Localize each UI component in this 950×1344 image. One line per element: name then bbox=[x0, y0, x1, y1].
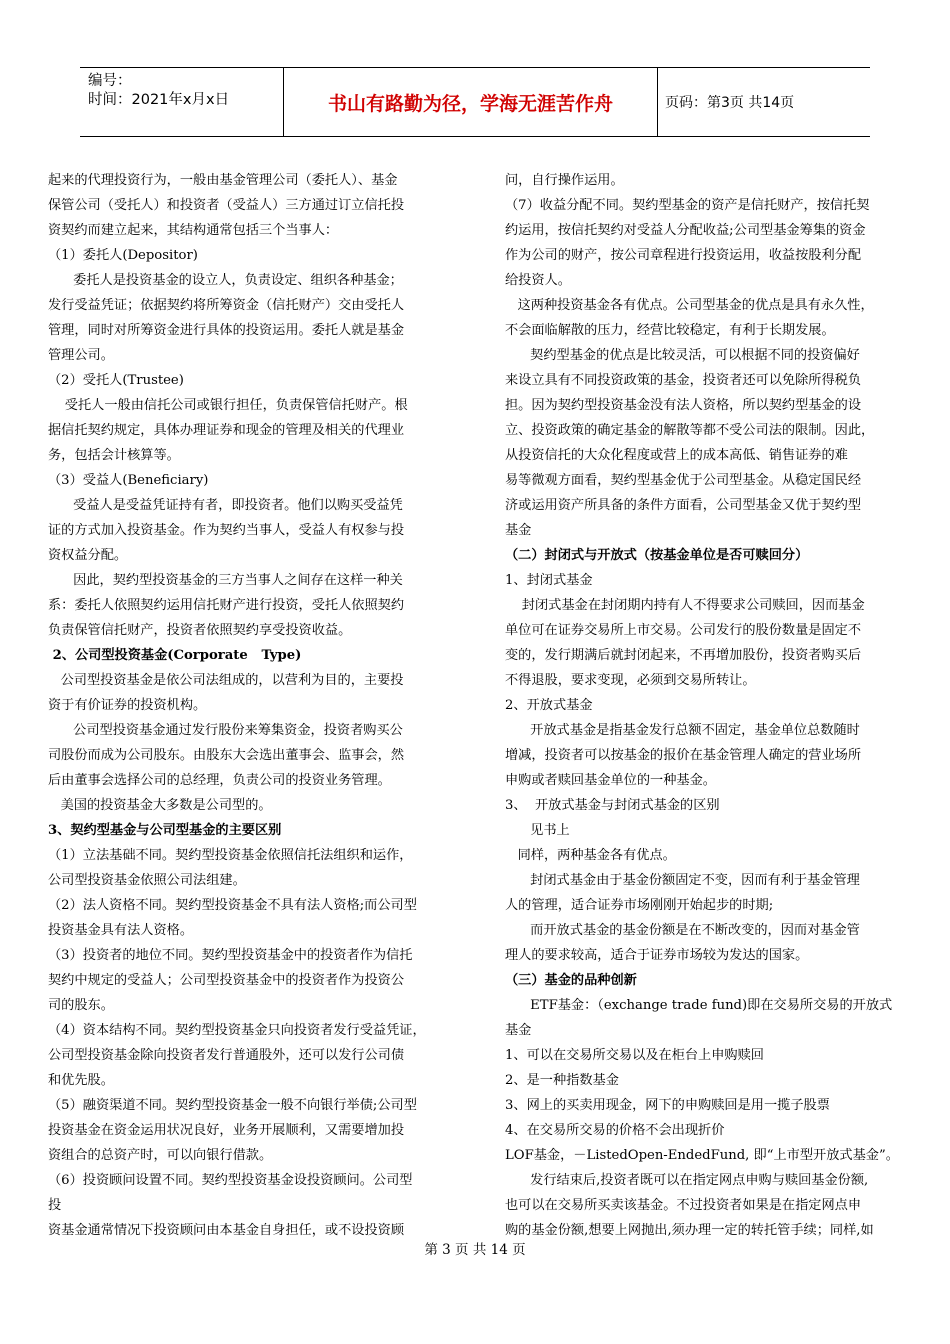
text-line: （1）立法基础不同。契约型投资基金依照信托法组织和运作， bbox=[48, 848, 413, 863]
text-line: 济或运用资产所具备的条件方面看，公司型基金又优于契约型 bbox=[505, 498, 862, 513]
text-line: 担。因为契约型投资基金没有法人资格，所以契约型基金的设 bbox=[505, 398, 862, 413]
text-line: 资组合的总资产时，可以向银行借款。 bbox=[48, 1148, 273, 1163]
text-line: 理人的要求较高，适合于证券市场较为发达的国家。 bbox=[505, 948, 809, 963]
text-line: 不得退股，要求变现，必须到交易所转让。 bbox=[505, 673, 756, 688]
text-line: （2）法人资格不同。契约型投资基金不具有法人资格;而公司型 bbox=[48, 898, 417, 913]
text-line: 单位可在证券交易所上市交易。公司发行的股份数量是固定不 bbox=[505, 623, 862, 638]
text-line: 据信托契约规定，具体办理证券和现金的管理及相关的代理业 bbox=[48, 423, 405, 438]
text-line: 公司型投资基金是依公司法组成的，以营利为目的，主要投 bbox=[48, 673, 404, 688]
text-line: 美国的投资基金大多数是公司型的。 bbox=[48, 798, 272, 813]
text-line: 发行结束后,投资者既可以在指定网点申购与赎回基金份额, bbox=[505, 1173, 869, 1188]
text-line: （3）投资者的地位不同。契约型投资基金中的投资者作为信托 bbox=[48, 948, 413, 963]
text-line: 基金 bbox=[505, 1023, 532, 1038]
text-line: 2、开放式基金 bbox=[505, 698, 593, 713]
text-line: 作为公司的财产，按公司章程进行投资运用，收益按股利分配 bbox=[505, 248, 862, 263]
text-line: 管理公司。 bbox=[48, 348, 114, 363]
text-line: （3）受益人(Beneficiary) bbox=[48, 473, 209, 488]
text-line: 和优先股。 bbox=[48, 1073, 114, 1088]
text-line: （4）资本结构不同。契约型投资基金只向投资者发行受益凭证， bbox=[48, 1023, 426, 1038]
text-line: 不会面临解散的压力，经营比较稳定，有利于长期发展。 bbox=[505, 323, 835, 338]
text-line: （2）受托人(Trustee) bbox=[48, 373, 184, 388]
text-line: 资基金通常情况下投资顾问由本基金自身担任，或不设投资顾 bbox=[48, 1223, 405, 1238]
header-motto: 书山有路勤为径，学海无涯苦作舟 bbox=[283, 68, 658, 136]
text-line: LOF基金，－ListedOpen-EndedFund, 即“上市型开放式基金”。 bbox=[505, 1148, 899, 1163]
text-line: 3、 开放式基金与封闭式基金的区别 bbox=[505, 798, 720, 813]
text-line: （1）委托人(Depositor) bbox=[48, 248, 198, 263]
page-header bbox=[80, 67, 870, 137]
text-line: 司的股东。 bbox=[48, 998, 114, 1013]
text-line: 这两种投资基金各有优点。公司型基金的优点是具有永久性， bbox=[505, 298, 874, 313]
text-line: 从投资信托的大众化程度或营上的成本高低、销售证券的难 bbox=[505, 448, 848, 463]
text-line: 资契约而建立起来，其结构通常包括三个当事人： bbox=[48, 223, 339, 238]
text-line: 1、可以在交易所交易以及在柜台上申购赎回 bbox=[505, 1048, 764, 1063]
text-line: 资于有价证券的投资机构。 bbox=[48, 698, 207, 713]
text-line: 约运用，按信托契约对受益人分配收益;公司型基金筹集的资金 bbox=[505, 223, 866, 238]
text-line: 人的管理，适合证券市场刚刚开始起步的时期; bbox=[505, 898, 774, 913]
text-line: 发行受益凭证；依据契约将所筹资金（信托财产）交由受托人 bbox=[48, 298, 405, 313]
text-line: 公司型投资基金除向投资者发行普通股外，还可以发行公司债 bbox=[48, 1048, 405, 1063]
text-line: （二）封闭式与开放式（按基金单位是否可赎回分） bbox=[505, 548, 809, 563]
text-line: 投资基金具有法人资格。 bbox=[48, 923, 194, 938]
text-line: 1、封闭式基金 bbox=[505, 573, 593, 588]
text-line: ETF基金：（exchange trade fund)即在交易所交易的开放式 bbox=[505, 998, 893, 1013]
doc-number-label: 编号： bbox=[88, 73, 132, 89]
text-line: 资权益分配。 bbox=[48, 548, 128, 563]
text-line: 负责保管信托财产，投资者依照契约享受投资收益。 bbox=[48, 623, 352, 638]
text-line: 保管公司（受托人）和投资者（受益人）三方通过订立信托投 bbox=[48, 198, 405, 213]
text-line: 投资基金在资金运用状况良好，业务开展顺利，又需要增加投 bbox=[48, 1123, 405, 1138]
text-line: 易等微观方面看，契约型基金优于公司型基金。从稳定国民经 bbox=[505, 473, 862, 488]
text-line: （6）投资顾问设置不同。契约型投资基金设投资顾问。公司型 bbox=[48, 1173, 413, 1188]
text-line: （5）融资渠道不同。契约型投资基金一般不向银行举债;公司型 bbox=[48, 1098, 417, 1113]
left-text-column bbox=[48, 168, 450, 1243]
text-line: 受托人一般由信托公司或银行担任，负责保管信托财产。根 bbox=[48, 398, 408, 413]
text-line: 2、是一种指数基金 bbox=[505, 1073, 619, 1088]
text-line: 同样，两种基金各有优点。 bbox=[505, 848, 676, 863]
text-line: 公司型投资基金通过发行股份来筹集资金，投资者购买公 bbox=[48, 723, 403, 738]
text-line: （7）收益分配不同。契约型基金的资产是信托财产，按信托契 bbox=[505, 198, 870, 213]
text-line: 证的方式加入投资基金。作为契约当事人，受益人有权参与投 bbox=[48, 523, 405, 538]
text-line: 司股份而成为公司股东。由股东大会选出董事会、监事会，然 bbox=[48, 748, 405, 763]
text-line: 务，包括会计核算等。 bbox=[48, 448, 180, 463]
text-line: 公司型投资基金依照公司法组建。 bbox=[48, 873, 246, 888]
text-line: 委托人是投资基金的设立人，负责设定、组织各种基金； bbox=[48, 273, 403, 288]
text-line: 给投资人。 bbox=[505, 273, 571, 288]
footer-page-number: 第 3 页 共 14 页 bbox=[424, 1242, 526, 1258]
doc-time-label: 时间：2021年x月x日 bbox=[88, 92, 230, 108]
text-line: 起来的代理投资行为，一般由基金管理公司（委托人）、基金 bbox=[48, 173, 398, 188]
text-line: 封闭式基金由于基金份额固定不变，因而有利于基金管理 bbox=[505, 873, 860, 888]
text-line: 基金 bbox=[505, 523, 532, 538]
text-line: 管理，同时对所筹资金进行具体的投资运用。委托人就是基金 bbox=[48, 323, 405, 338]
text-line: 封闭式基金在封闭期内持有人不得要求公司赎回，因而基金 bbox=[505, 598, 865, 613]
text-line: 而开放式基金的基金份额是在不断改变的，因而对基金管 bbox=[505, 923, 860, 938]
right-text-column bbox=[505, 168, 915, 1243]
text-line: 受益人是受益凭证持有者，即投资者。他们以购买受益凭 bbox=[48, 498, 403, 513]
page-footer bbox=[0, 1238, 950, 1258]
text-line: 2、公司型投资基金(Corporate Type) bbox=[48, 648, 302, 663]
header-meta bbox=[88, 72, 284, 110]
text-line: 系：委托人依照契约运用信托财产进行投资，受托人依照契约 bbox=[48, 598, 405, 613]
text-line: 增减，投资者可以按基金的报价在基金管理人确定的营业场所 bbox=[505, 748, 862, 763]
text-line: （三）基金的品种创新 bbox=[505, 973, 637, 988]
text-line: 开放式基金是指基金发行总额不固定，基金单位总数随时 bbox=[505, 723, 860, 738]
text-line: 4、在交易所交易的价格不会出现折价 bbox=[505, 1123, 725, 1138]
text-line: 变的，发行期满后就封闭起来，不再增加股份，投资者购买后 bbox=[505, 648, 862, 663]
text-line: 3、契约型基金与公司型基金的主要区别 bbox=[48, 823, 282, 838]
text-line: 来设立具有不同投资政策的基金，投资者还可以免除所得税负 bbox=[505, 373, 862, 388]
header-page-number: 页码：第3页 共14页 bbox=[665, 95, 795, 111]
text-line: 购的基金份额,想要上网抛出,须办理一定的转托管手续；同样,如 bbox=[505, 1223, 874, 1238]
text-line: 申购或者赎回基金单位的一种基金。 bbox=[505, 773, 716, 788]
text-line: 也可以在交易所买卖该基金。不过投资者如果是在指定网点申 bbox=[505, 1198, 862, 1213]
text-line: 问，自行操作运用。 bbox=[505, 173, 624, 188]
text-line: 契约型基金的优点是比较灵活，可以根据不同的投资偏好 bbox=[505, 348, 860, 363]
text-line: 立、投资政策的确定基金的解散等都不受公司法的限制。因此， bbox=[505, 423, 875, 438]
text-line: 投 bbox=[48, 1198, 62, 1213]
text-line: 因此，契约型投资基金的三方当事人之间存在这样一种关 bbox=[48, 573, 403, 588]
text-line: 后由董事会选择公司的总经理，负责公司的投资业务管理。 bbox=[48, 773, 391, 788]
text-line: 见书上 bbox=[505, 823, 570, 838]
text-line: 契约中规定的受益人；公司型投资基金中的投资者作为投资公 bbox=[48, 973, 405, 988]
text-line: 3、网上的买卖用现金，网下的申购赎回是用一揽子股票 bbox=[505, 1098, 830, 1113]
